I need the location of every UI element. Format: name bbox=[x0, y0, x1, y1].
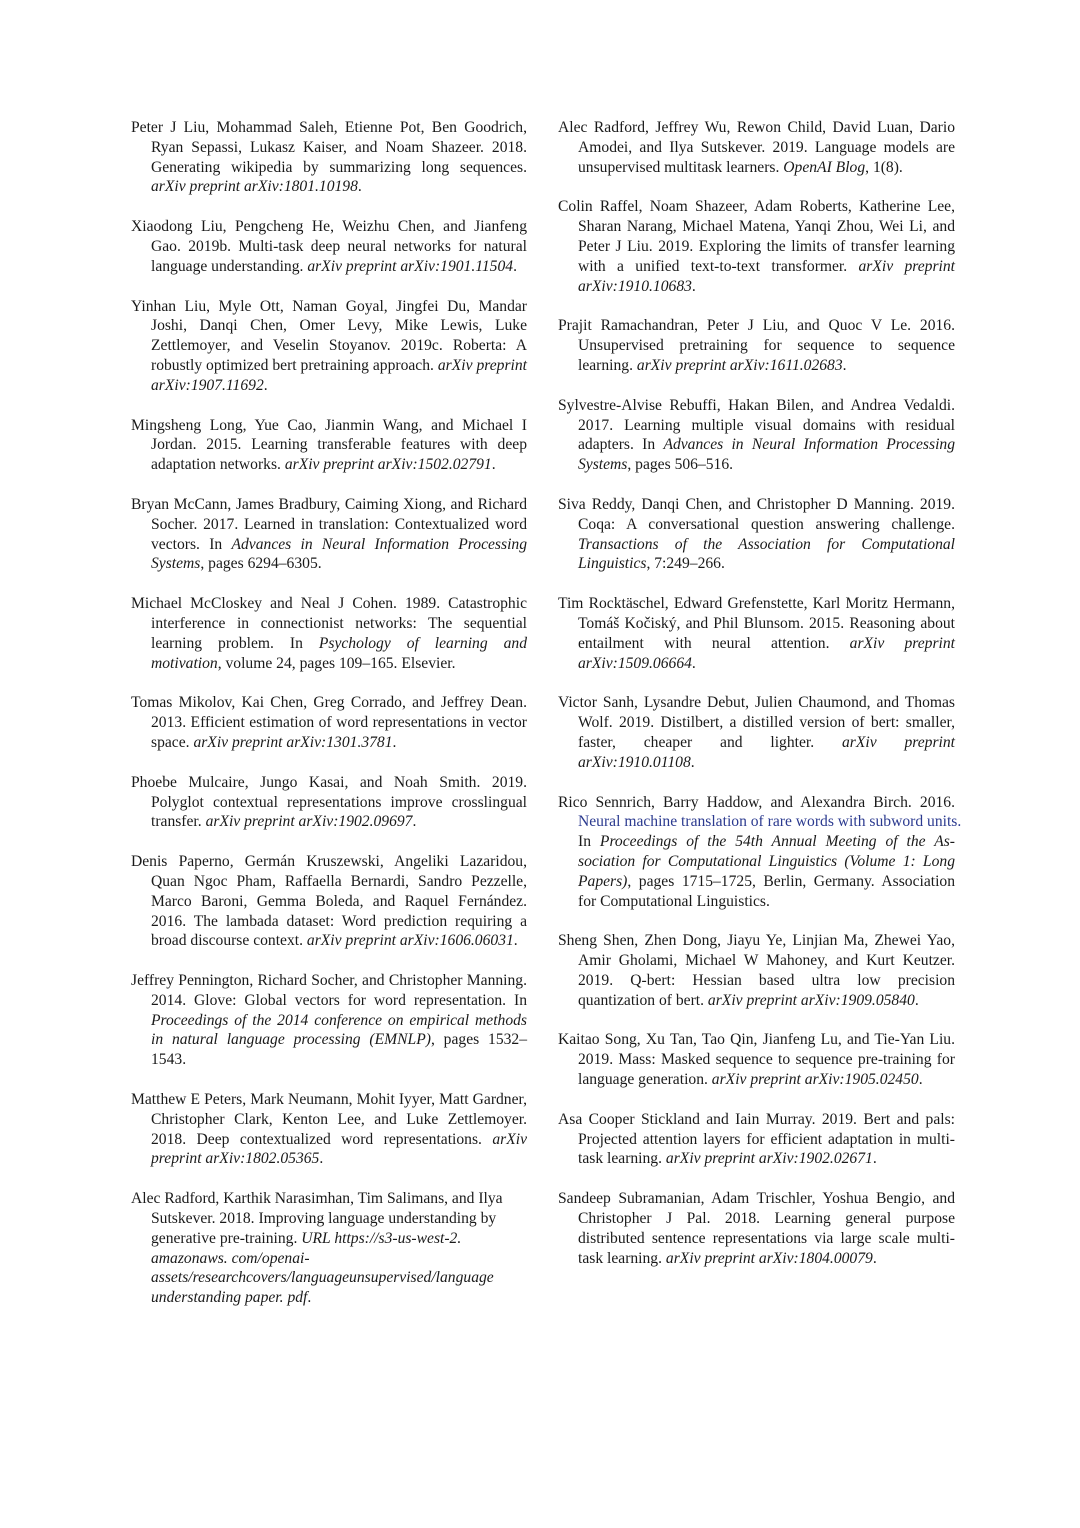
reference-title: Deep contextualized word representations. bbox=[196, 1130, 482, 1148]
reference-entry bbox=[558, 1030, 955, 1089]
reference-tail: . bbox=[872, 1249, 877, 1267]
reference-entry bbox=[558, 118, 955, 177]
reference-entry bbox=[131, 693, 527, 752]
reference-tail: . bbox=[263, 376, 268, 394]
reference-tail: . bbox=[357, 178, 362, 196]
reference-authors: Sylvestre-Alvise Rebuffi, Hakan Bilen, and Andrea Vedaldi. 2017. bbox=[558, 396, 955, 434]
reference-tail: . bbox=[872, 1150, 877, 1168]
reference-tail: , pages 6294–6305. bbox=[200, 555, 322, 573]
reference-authors: Alec Radford, Jeffrey Wu, Rewon Child, David Luan, Dario Amodei, and Ilya Sutskever. 2019. bbox=[558, 119, 955, 156]
reference-title: Reasoning about entailment with neural attention. bbox=[578, 614, 955, 652]
reference-venue: arXiv preprint arXiv:1901.11504 bbox=[307, 257, 514, 275]
reference-venue: Proceedings of the 2014 conference on empirical methods in natural language processing (EMNLP) bbox=[151, 1011, 527, 1049]
reference-tail: . bbox=[319, 1150, 324, 1168]
reference-entry bbox=[558, 594, 955, 673]
reference-title-link[interactable]: Neural machine translation of rare words with subword units. bbox=[578, 813, 962, 831]
reference-venue: arXiv preprint arXiv:1802.05365 bbox=[151, 1130, 527, 1168]
reference-tail: , volume 24, pages 109–165. Elsevier. bbox=[217, 654, 456, 672]
reference-authors: Tim Rocktäschel, Edward Grefenstette, Karl Moritz Hermann, Tomáš Kočiský, and Phil Blunsom. 2015. bbox=[558, 595, 955, 632]
reference-tail: . bbox=[914, 991, 919, 1009]
reference-authors: Mingsheng Long, Yue Cao, Jianmin Wang, and Michael I Jordan. 2015. bbox=[131, 416, 527, 454]
reference-venue: arXiv preprint arXiv:1902.09697 bbox=[205, 813, 413, 831]
reference-authors: Sheng Shen, Zhen Dong, Jiayu Ye, Linjian Ma, Zhewei Yao, Amir Gholami, Michael W Mahoney, and Kurt Keutzer. 2019. bbox=[558, 932, 955, 989]
reference-tail: . bbox=[513, 932, 518, 950]
reference-tail: . bbox=[307, 1289, 312, 1307]
reference-tail: . bbox=[491, 456, 496, 474]
reference-pre: In bbox=[578, 833, 591, 851]
reference-venue: arXiv preprint arXiv:1907.11692 bbox=[151, 356, 527, 394]
reference-venue: arXiv preprint arXiv:1611.02683 bbox=[636, 356, 843, 374]
reference-tail: , pages 1532–1543. bbox=[151, 1031, 528, 1069]
reference-title: Q-bert: Hessian based ultra low precision quantization of bert. bbox=[578, 971, 955, 1009]
reference-venue: arXiv preprint arXiv:1902.02671 bbox=[665, 1150, 873, 1168]
reference-tail: , 1(8). bbox=[865, 158, 903, 176]
reference-entry bbox=[131, 971, 527, 1070]
reference-title: Language models are unsupervised multitask learners. bbox=[578, 138, 955, 176]
reference-venue: Advances in Neural Information Processing Systems bbox=[578, 436, 955, 474]
reference-venue: OpenAI Blog bbox=[783, 158, 866, 176]
reference-authors: Rico Sennrich, Barry Haddow, and Alexandra Birch. 2016. bbox=[558, 793, 955, 811]
reference-tail: , 7:249–266. bbox=[646, 555, 725, 573]
reference-venue: arXiv preprint arXiv:1509.06664 bbox=[578, 634, 955, 672]
reference-authors: Peter J Liu, Mohammad Saleh, Etienne Pot, Ben Goodrich, Ryan Sepassi, Lukasz Kaiser, and Noam Shazeer. 2018. bbox=[131, 119, 527, 156]
reference-entry bbox=[131, 594, 527, 673]
reference-title: Unsupervised pretraining for sequence to sequence learning. bbox=[578, 337, 955, 374]
reference-title: Generating wikipedia by summarizing long sequences. bbox=[151, 158, 527, 176]
reference-authors: Prajit Ramachandran, Peter J Liu, and Quoc V Le. 2016. bbox=[558, 317, 955, 335]
reference-entry bbox=[131, 1090, 527, 1169]
reference-entry bbox=[558, 931, 955, 1010]
reference-title: Learned in translation: Contextualized word vectors. In bbox=[151, 515, 527, 553]
reference-authors: Matthew E Peters, Mark Neumann, Mohit Iyyer, Matt Gardner, Christopher Clark, Kenton Lee, and Luke Zettlemoyer. 2018. bbox=[131, 1091, 527, 1148]
reference-entry bbox=[558, 495, 955, 574]
reference-title: Coqa: A conversational question answering challenge. bbox=[578, 515, 955, 533]
reference-venue: arXiv preprint arXiv:1301.3781 bbox=[193, 733, 393, 751]
reference-authors: Kaitao Song, Xu Tan, Tao Qin, Jianfeng Lu, and Tie-Yan Liu. 2019. bbox=[558, 1031, 955, 1069]
reference-title: Distilbert, a distilled version of bert: smaller, faster, cheaper and lighter. bbox=[578, 714, 955, 751]
reference-authors: Siva Reddy, Danqi Chen, and Christopher D Manning. 2019. bbox=[558, 495, 955, 513]
reference-authors: Alec Radford, Karthik Narasimhan, Tim Salimans, and Ilya Sutskever. 2018. bbox=[131, 1190, 503, 1228]
right-column bbox=[558, 118, 962, 1288]
reference-entry bbox=[131, 416, 527, 475]
reference-venue: arXiv preprint arXiv:1804.00079 bbox=[665, 1249, 873, 1267]
reference-venue: arXiv preprint arXiv:1905.02450 bbox=[711, 1071, 919, 1089]
reference-entry bbox=[131, 1189, 527, 1308]
reference-title: Exploring the limits of transfer learning with a unified text-to-text transformer. bbox=[578, 237, 955, 275]
reference-url[interactable]: URL https://s3-us-west-2. amazonaws. com/openai-assets/researchcovers/languageunsupervised/language understanding paper. pdf bbox=[151, 1229, 494, 1307]
reference-tail: . bbox=[691, 654, 696, 672]
reference-venue: Psychology of learning and motivation bbox=[151, 634, 527, 672]
reference-venue: arXiv preprint arXiv:1801.10198 bbox=[151, 178, 358, 196]
reference-authors: Asa Cooper Stickland and Iain Murray. 2019. bbox=[558, 1110, 857, 1128]
reference-title: Bert and pals: Projected attention layers for efficient adaptation in multi-task learning. bbox=[578, 1110, 955, 1168]
reference-title: Mass: Masked sequence to sequence pre-training for language generation. bbox=[578, 1051, 955, 1089]
reference-entry bbox=[558, 1110, 955, 1169]
reference-entry bbox=[558, 316, 955, 375]
reference-entry bbox=[131, 852, 527, 951]
reference-authors: Phoebe Mulcaire, Jungo Kasai, and Noah Smith. 2019. bbox=[131, 773, 527, 791]
reference-tail: . bbox=[392, 733, 397, 751]
reference-tail: , pages 506–516. bbox=[627, 456, 734, 474]
reference-venue: arXiv preprint arXiv:1910.01108 bbox=[578, 733, 955, 771]
reference-tail: . bbox=[918, 1071, 923, 1089]
reference-title: Polyglot contextual representations improve crosslingual transfer. bbox=[151, 793, 527, 831]
reference-authors: Victor Sanh, Lysandre Debut, Julien Chaumond, and Thomas Wolf. 2019. bbox=[558, 694, 955, 732]
reference-entry bbox=[131, 495, 527, 574]
reference-authors: Bryan McCann, James Bradbury, Caiming Xiong, and Richard Socher. 2017. bbox=[131, 495, 527, 533]
reference-title: Multi-task deep neural networks for natural language understanding. bbox=[151, 237, 527, 275]
reference-title: Learning multiple visual domains with residual adapters. In bbox=[578, 416, 955, 454]
reference-entry bbox=[131, 217, 527, 276]
reference-tail: . bbox=[513, 257, 517, 275]
reference-venue: arXiv preprint arXiv:1502.02791 bbox=[284, 456, 492, 474]
reference-title: Improving language understanding by generative pre-training. bbox=[151, 1210, 497, 1247]
reference-entry bbox=[558, 1189, 955, 1268]
reference-authors: Tomas Mikolov, Kai Chen, Greg Corrado, and Jeffrey Dean. 2013. bbox=[131, 694, 527, 732]
reference-authors: Xiaodong Liu, Pengcheng He, Weizhu Chen, and Jianfeng Gao. 2019b. bbox=[131, 218, 527, 255]
reference-tail: , pages 1715–1725, Berlin, Germany. Association for Computational Linguistics. bbox=[578, 872, 955, 910]
reference-entry bbox=[558, 793, 962, 912]
reference-entry bbox=[558, 693, 955, 772]
left-column bbox=[131, 118, 527, 1328]
reference-entry bbox=[131, 773, 527, 832]
reference-venue: Proceedings of the 54th Annual Meeting of the Association for Computational Linguistics (Volume 1: Long Papers) bbox=[578, 833, 955, 890]
reference-title: Learning transferable features with deep adaptation networks. bbox=[151, 436, 527, 474]
reference-authors: Jeffrey Pennington, Richard Socher, and Christopher Manning. 2014. bbox=[131, 972, 527, 1009]
reference-venue: arXiv preprint arXiv:1606.06031 bbox=[306, 932, 514, 950]
reference-entry bbox=[131, 118, 527, 197]
reference-authors: Sandeep Subramanian, Adam Trischler, Yoshua Bengio, and Christopher J Pal. 2018. bbox=[558, 1190, 955, 1228]
reference-title: Catastrophic interference in connectionist networks: The sequential learning problem. In bbox=[151, 595, 527, 652]
reference-venue: Transactions of the Association for Computational Linguistics bbox=[578, 535, 955, 573]
reference-tail: . bbox=[842, 356, 847, 374]
reference-authors: Michael McCloskey and Neal J Cohen. 1989. bbox=[131, 595, 441, 613]
reference-title: Learning general purpose distributed sentence representations via large scale multi-task learning. bbox=[578, 1210, 955, 1267]
reference-venue: arXiv preprint arXiv:1910.10683 bbox=[578, 257, 956, 295]
reference-title: Glove: Global vectors for word representation. In bbox=[194, 991, 527, 1009]
reference-title: The lambada dataset: Word prediction requiring a broad discourse context. bbox=[151, 912, 527, 950]
reference-tail: . bbox=[412, 813, 417, 831]
reference-authors: Yinhan Liu, Myle Ott, Naman Goyal, Jingfei Du, Mandar Joshi, Danqi Chen, Omer Levy, Mike Lewis, Luke Zettlemoyer, and Veselin Stoyanov. 2019c. bbox=[131, 297, 527, 355]
reference-authors: Denis Paperno, Germán Kruszewski, Angeliki Lazaridou, Quan Ngoc Pham, Raffaella Bernardi, Sandro Pezzelle, Marco Baroni, Gemma Boleda, and Raquel Fernández. 2016. bbox=[131, 853, 527, 930]
reference-entry bbox=[558, 197, 955, 296]
reference-venue: arXiv preprint arXiv:1909.05840 bbox=[707, 991, 915, 1009]
reference-entry bbox=[131, 297, 527, 396]
reference-title: Efficient estimation of word representations in vector space. bbox=[151, 714, 527, 751]
reference-title: Roberta: A robustly optimized bert pretraining approach. bbox=[151, 337, 527, 374]
reference-venue: Advances in Neural Information Processing Systems bbox=[151, 535, 527, 573]
reference-authors: Colin Raffel, Noam Shazeer, Adam Roberts, Katherine Lee, Sharan Narang, Michael Matena, Yanqi Zhou, Wei Li, and Peter J Liu. 2019. bbox=[558, 198, 955, 255]
reference-entry bbox=[558, 396, 955, 475]
reference-tail: . bbox=[690, 753, 695, 771]
reference-tail: . bbox=[691, 277, 696, 295]
